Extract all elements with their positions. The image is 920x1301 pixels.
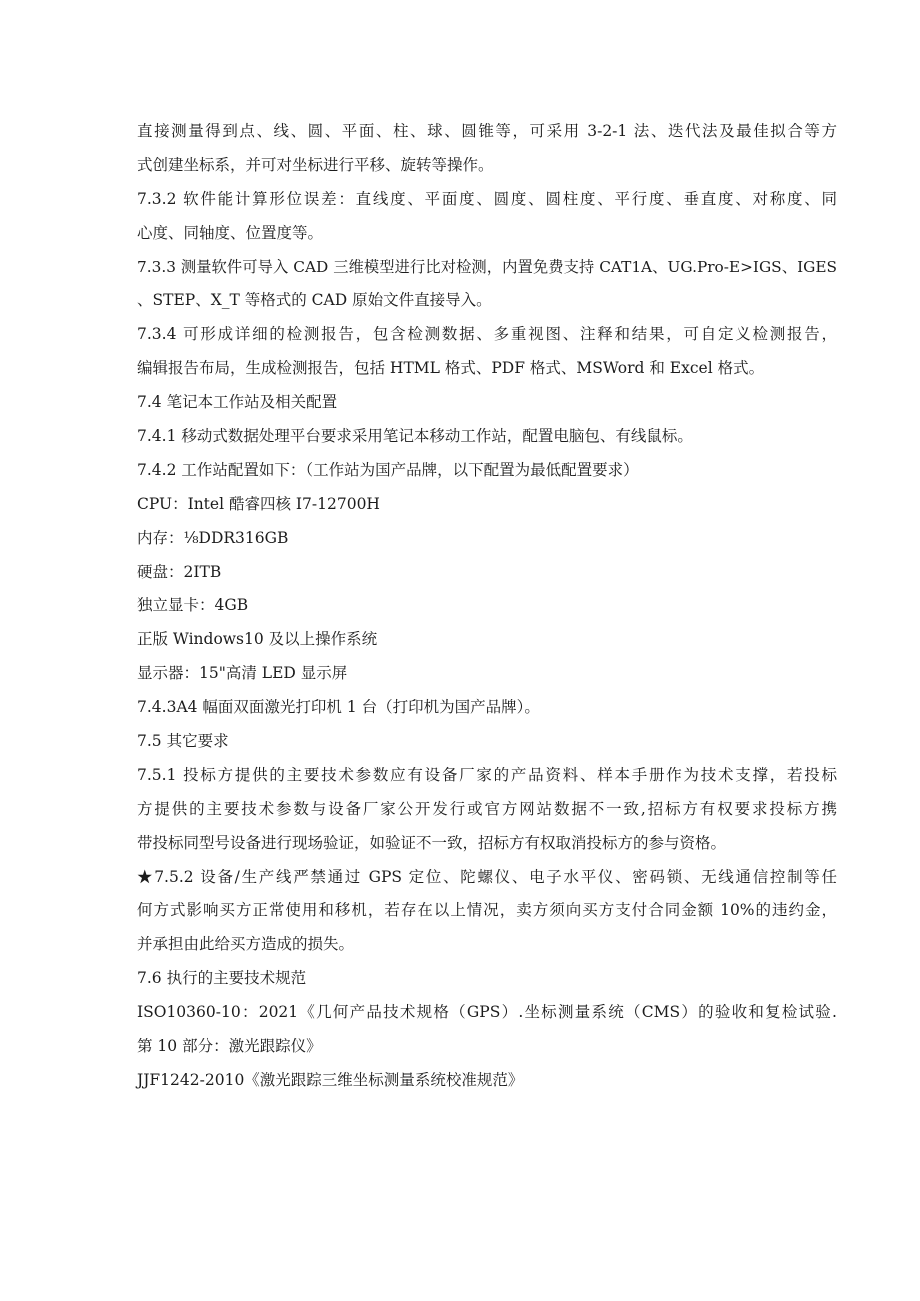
text-line: 带投标同型号设备进行现场验证，如验证不一致，招标方有权取消投标方的参与资格。 (137, 833, 727, 852)
text-line: 7.5.1 投标方提供的主要技术参数应有设备厂家的产品资料、样本手册作为技术支撑，若投标 (137, 765, 837, 784)
text-line: 硬盘：2ITB (137, 562, 222, 581)
text-line: 式创建坐标系，并可对坐标进行平移、旋转等操作。 (137, 155, 494, 174)
text-line: 第 10 部分：激光跟踪仪》 (137, 1037, 322, 1056)
text-line: 心度、同轴度、位置度等。 (137, 223, 324, 242)
text-line: JJF1242-2010《激光跟踪三维坐标测量系统校准规范》 (137, 1070, 524, 1089)
text-line: 7.5 其它要求 (137, 732, 229, 751)
text-line: 方提供的主要技术参数与设备厂家公开发行或官方网站数据不一致,招标方有权要求投标方携 (137, 799, 837, 818)
text-line: 内存：⅛DDR316GB (137, 528, 289, 547)
text-line: 7.3.4 可形成详细的检测报告，包含检测数据、多重视图、注释和结果，可自定义检测报告， (137, 325, 837, 344)
text-line: 7.4.3A4 幅面双面激光打印机 1 台（打印机为国产品牌）。 (137, 698, 540, 717)
text-line: 7.6 执行的主要技术规范 (137, 969, 307, 988)
text-line: 显示器：15"高清 LED 显示屏 (137, 664, 348, 683)
text-line: 7.4.2 工作站配置如下：（工作站为国产品牌，以下配置为最低配置要求） (137, 460, 639, 479)
text-line: 7.3.3 测量软件可导入 CAD 三维模型进行比对检测，内置免费支持 CAT1A、UG.Pro-E>IGS、IGES (137, 257, 837, 276)
text-line: 7.4 笔记本工作站及相关配置 (137, 393, 338, 412)
text-line: 7.3.2 软件能计算形位误差：直线度、平面度、圆度、圆柱度、平行度、垂直度、对称度、同 (137, 189, 837, 208)
text-line: ★7.5.2 设备/生产线严禁通过 GPS 定位、陀螺仪、电子水平仪、密码锁、无线通信控制等任 (137, 867, 837, 886)
text-line: 独立显卡：4GB (137, 596, 249, 615)
text-line: 何方式影响买方正常使用和移机，若存在以上情况，卖方须向买方支付合同金额 10%的违约金， (137, 901, 837, 920)
text-line: 7.4.1 移动式数据处理平台要求采用笔记本移动工作站，配置电脑包、有线鼠标。 (137, 427, 693, 446)
text-line: 正版 Windows10 及以上操作系统 (137, 630, 378, 649)
text-line: 直接测量得到点、线、圆、平面、柱、球、圆锥等，可采用 3-2-1 法、迭代法及最佳拟合等方 (137, 122, 837, 140)
text-line: 并承担由此给买方造成的损失。 (137, 935, 355, 954)
text-line: 、STEP、X_T 等格式的 CAD 原始文件直接导入。 (137, 291, 492, 310)
text-line: CPU：Intel 酷睿四核 I7-12700H (137, 494, 380, 513)
document-body (137, 115, 837, 1098)
text-line: ISO10360-10：2021《几何产品技术规格（GPS）.坐标测量系统（CMS）的验收和复检试验. (137, 1003, 837, 1022)
text-line: 编辑报告布局，生成检测报告，包括 HTML 格式、PDF 格式、MSWord 和 Excel 格式。 (137, 359, 765, 378)
